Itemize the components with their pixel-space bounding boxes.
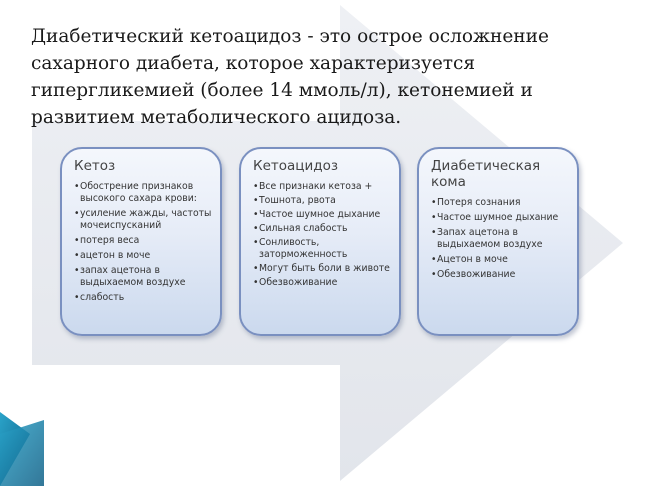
stage-box-ketoacidosis	[239, 147, 401, 336]
list-item: • слабость	[74, 292, 212, 304]
stage-box-ketosis	[60, 147, 222, 336]
list-item: • Обострение признаков высокого сахара крови:	[74, 181, 212, 205]
stage-box-diabetic-coma	[417, 147, 579, 336]
list-item: • Сонливость, заторможенность	[253, 237, 391, 261]
list-item: • Обезвоживание	[431, 269, 569, 281]
list-item: • Частое шумное дыхание	[253, 209, 391, 221]
stage-list	[74, 181, 212, 304]
list-item: • ацетон в моче	[74, 250, 212, 262]
list-item: • Частое шумное дыхание	[431, 212, 569, 224]
list-item: • Ацетон в моче	[431, 254, 569, 266]
list-item: • усиление жажды, частоты мочеиспусканий	[74, 208, 212, 232]
stage-heading: Диабетическая кома	[431, 158, 541, 190]
stage-list	[431, 197, 569, 281]
list-item: • Все признаки кетоза +	[253, 181, 391, 193]
stage-heading: Кетоз	[74, 158, 116, 174]
slide-title: Диабетический кетоацидоз - это острое осложнение сахарного диабета, которое характеризуется гипергликемией (более 14 ммоль/л), кетонемией и развитием метаболического ацидоза.	[31, 26, 549, 128]
list-item: • Могут быть боли в животе	[253, 263, 391, 275]
list-item: • потеря веса	[74, 235, 212, 247]
list-item: • Тошнота, рвота	[253, 195, 391, 207]
stage-list	[253, 181, 391, 289]
list-item: • Запах ацетона в выдыхаемом воздухе	[431, 227, 569, 251]
list-item: • запах ацетона в выдыхаемом воздухе	[74, 265, 212, 289]
list-item: • Сильная слабость	[253, 223, 391, 235]
list-item: • Потеря сознания	[431, 197, 569, 209]
list-item: • Обезвоживание	[253, 277, 391, 289]
stage-heading: Кетоацидоз	[253, 158, 339, 174]
